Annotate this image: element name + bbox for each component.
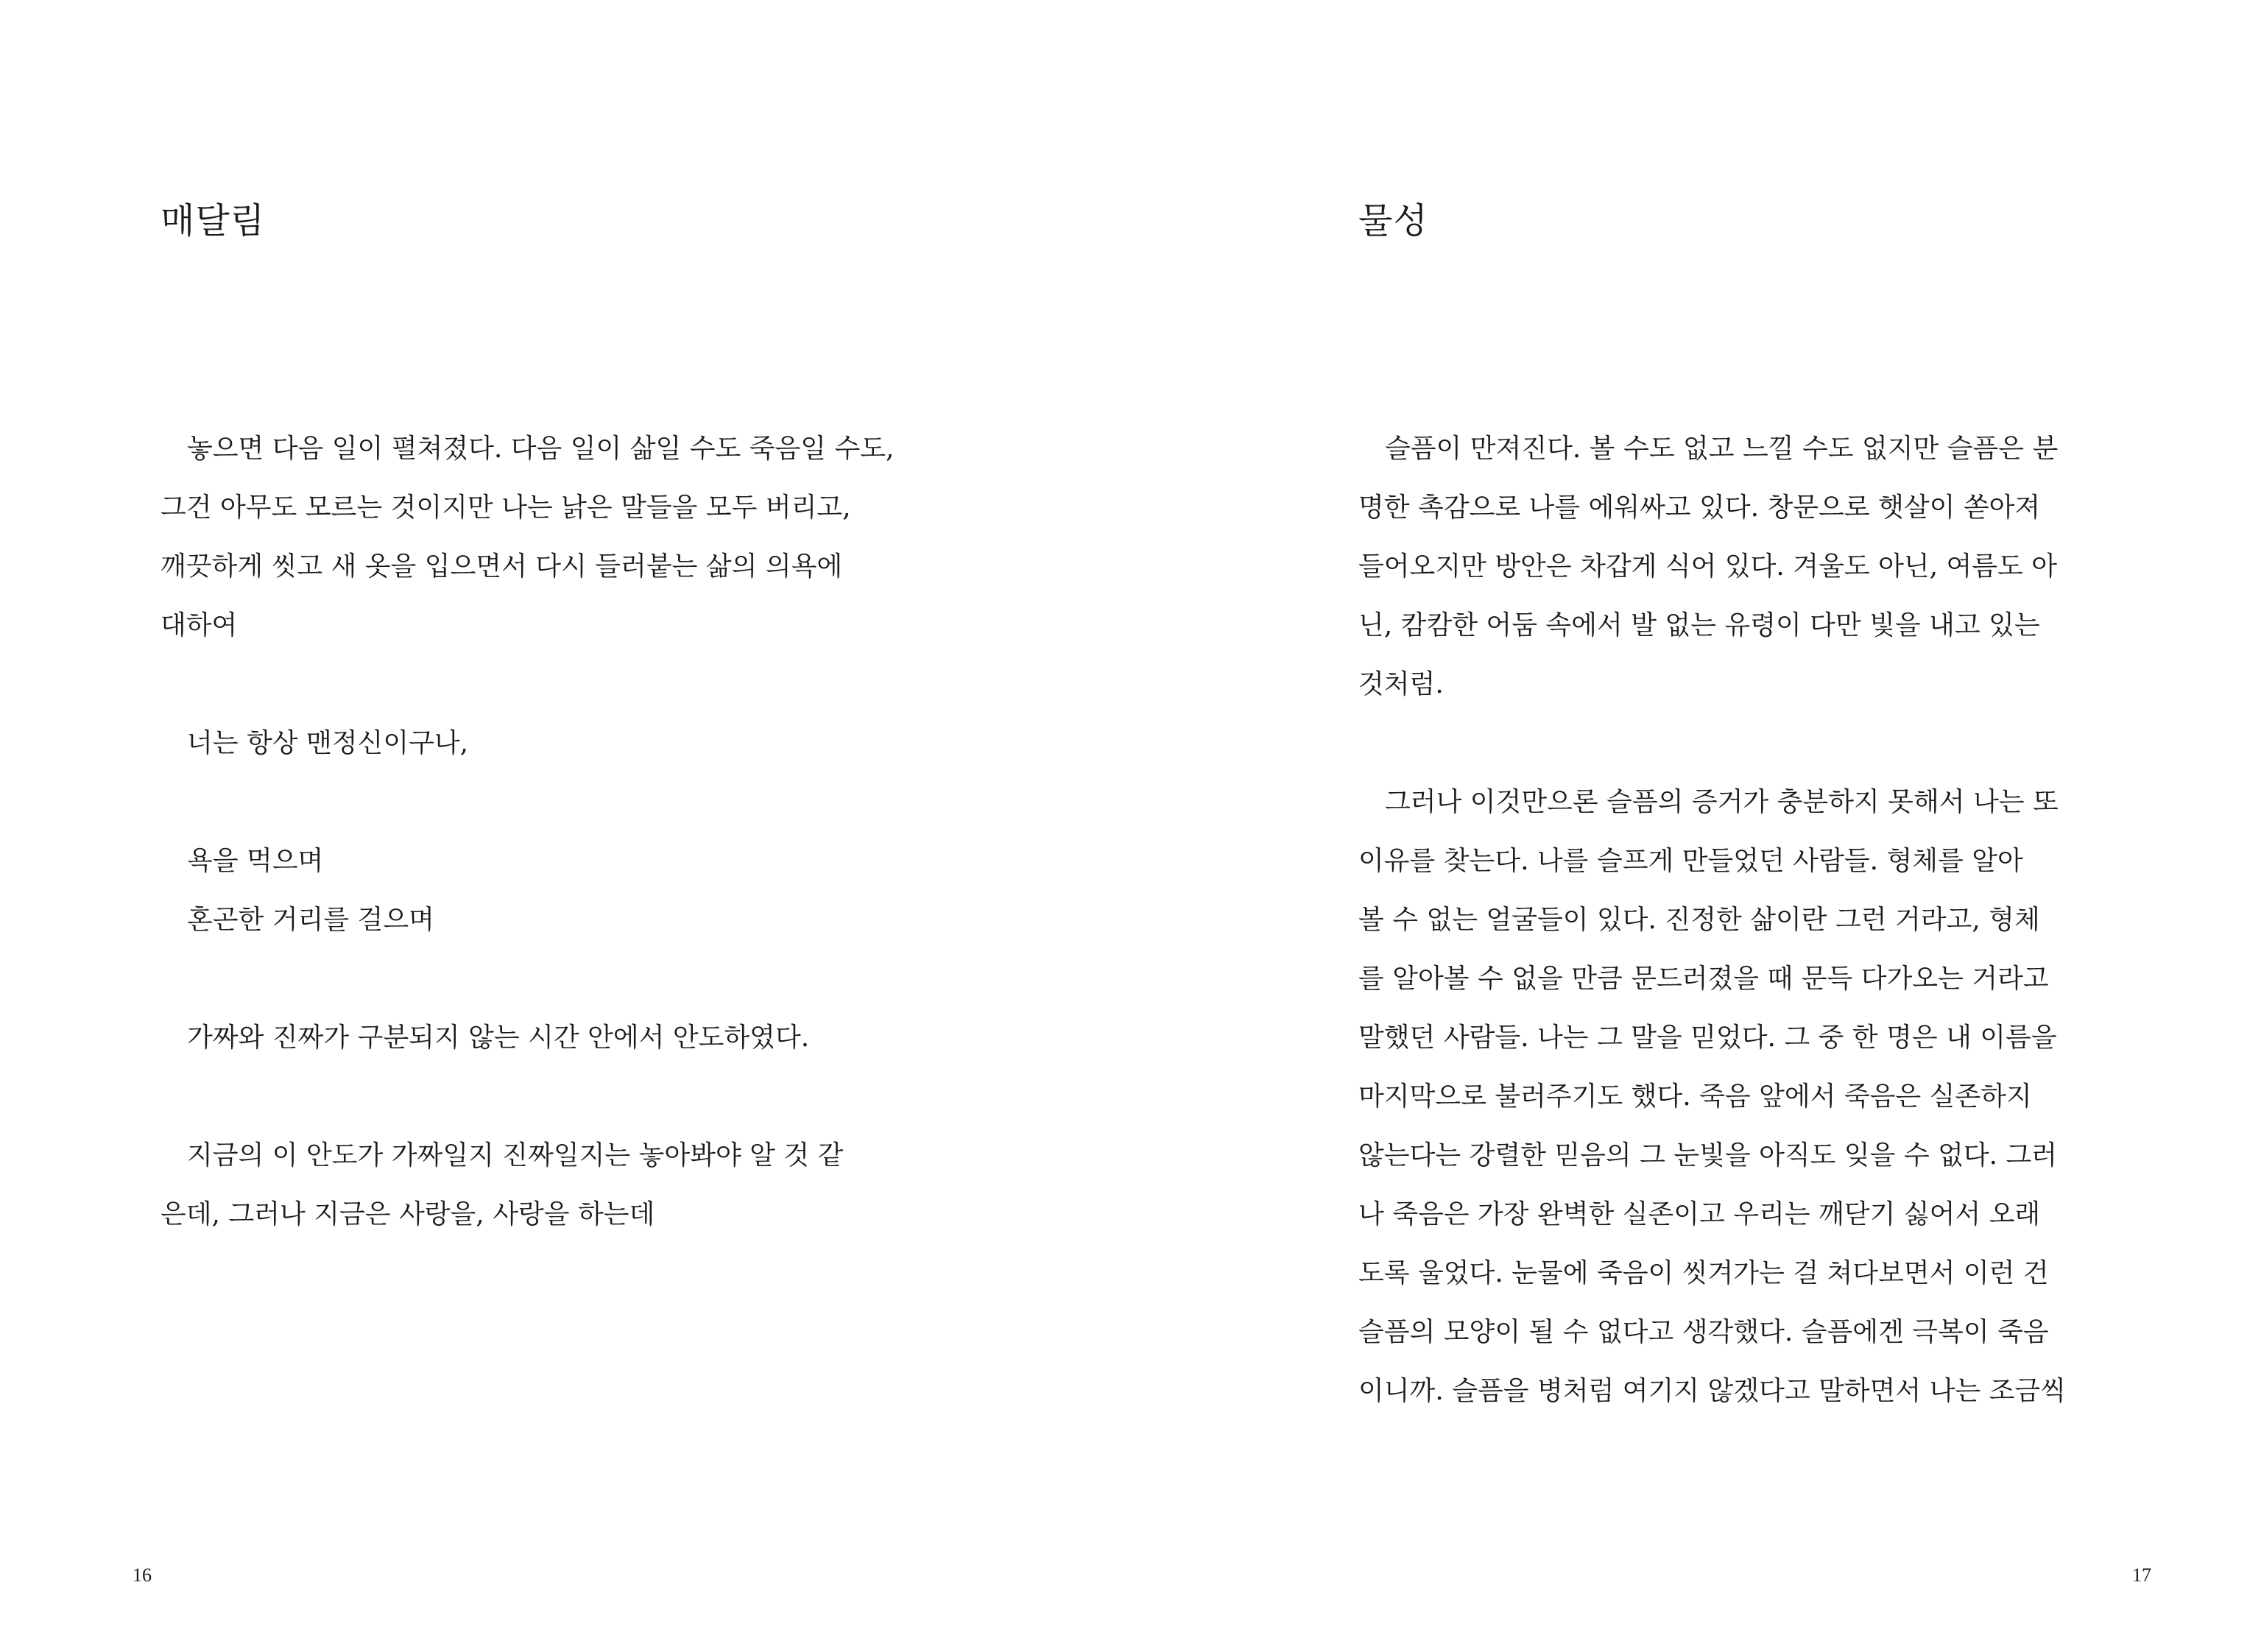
text-line: 너는 항상 맨정신이구나, bbox=[187, 728, 469, 758]
prose-body bbox=[1358, 420, 2159, 1421]
poem-title: 매달림 bbox=[161, 200, 266, 241]
left-page bbox=[0, 0, 1130, 1652]
text-line: 말했던 사람들. 나는 그 말을 믿었다. 그 중 한 명은 내 이름을 bbox=[1358, 1023, 2057, 1053]
prose-title: 물성 bbox=[1358, 200, 1428, 241]
text-line: 명한 촉감으로 나를 에워싸고 있다. 창문으로 햇살이 쏟아져 bbox=[1358, 493, 2041, 523]
text-line: 슬픔이 만져진다. 볼 수도 없고 느낄 수도 없지만 슬픔은 분 bbox=[1385, 434, 2059, 464]
text-line: 그러나 이것만으론 슬픔의 증거가 충분하지 못해서 나는 또 bbox=[1385, 787, 2059, 817]
text-line: 가짜와 진짜가 구분되지 않는 시간 안에서 안도하였다. bbox=[187, 1023, 810, 1053]
blank-line bbox=[161, 950, 934, 1009]
text-line: 혼곤한 거리를 걸으며 bbox=[187, 905, 434, 935]
blank-line bbox=[161, 773, 934, 832]
text-line: 욕을 먹으며 bbox=[187, 846, 324, 876]
text-line: 볼 수 없는 얼굴들이 있다. 진정한 삶이란 그런 거라고, 형체 bbox=[1358, 905, 2040, 935]
page-number: 16 bbox=[133, 1564, 152, 1586]
page-number: 17 bbox=[2132, 1564, 2151, 1586]
text-line: 않는다는 강렬한 믿음의 그 눈빛을 아직도 잊을 수 없다. 그러 bbox=[1358, 1140, 2058, 1171]
text-line: 마지막으로 불러주기도 했다. 죽음 앞에서 죽음은 실존하지 bbox=[1358, 1081, 2032, 1112]
text-line: 이유를 찾는다. 나를 슬프게 만들었던 사람들. 형체를 알아 bbox=[1358, 846, 2023, 876]
text-line: 닌, 캄캄한 어둠 속에서 발 없는 유령이 다만 빛을 내고 있는 bbox=[1358, 610, 2040, 640]
text-line: 대하여 bbox=[161, 610, 238, 640]
blank-line bbox=[161, 655, 934, 714]
poem-body bbox=[161, 420, 934, 1244]
text-line: 놓으면 다음 일이 펼쳐졌다. 다음 일이 삶일 수도 죽음일 수도, bbox=[187, 434, 895, 464]
text-line: 도록 울었다. 눈물에 죽음이 씻겨가는 걸 쳐다보면서 이런 건 bbox=[1358, 1258, 2049, 1288]
text-line: 이니까. 슬픔을 병처럼 여기지 않겠다고 말하면서 나는 조금씩 bbox=[1358, 1376, 2066, 1406]
text-line: 지금의 이 안도가 가짜일지 진짜일지는 놓아봐야 알 것 같 bbox=[187, 1140, 844, 1171]
right-page bbox=[1130, 0, 2261, 1652]
text-line: 들어오지만 방안은 차갑게 식어 있다. 겨울도 아닌, 여름도 아 bbox=[1358, 551, 2058, 582]
blank-line bbox=[161, 1067, 934, 1126]
text-line: 깨끗하게 씻고 새 옷을 입으면서 다시 들러붙는 삶의 의욕에 bbox=[161, 551, 843, 582]
text-line: 그건 아무도 모르는 것이지만 나는 낡은 말들을 모두 버리고, bbox=[161, 493, 851, 523]
text-line: 나 죽음은 가장 완벽한 실존이고 우리는 깨닫기 싫어서 오래 bbox=[1358, 1199, 2041, 1229]
text-line: 은데, 그러나 지금은 사랑을, 사랑을 하는데 bbox=[161, 1199, 655, 1229]
text-line: 를 알아볼 수 없을 만큼 문드러졌을 때 문득 다가오는 거라고 bbox=[1358, 964, 2049, 994]
blank-line bbox=[1358, 714, 2159, 773]
text-line: 슬픔의 모양이 될 수 없다고 생각했다. 슬픔에겐 극복이 죽음 bbox=[1358, 1317, 2049, 1347]
text-line: 것처럼. bbox=[1358, 669, 1444, 699]
